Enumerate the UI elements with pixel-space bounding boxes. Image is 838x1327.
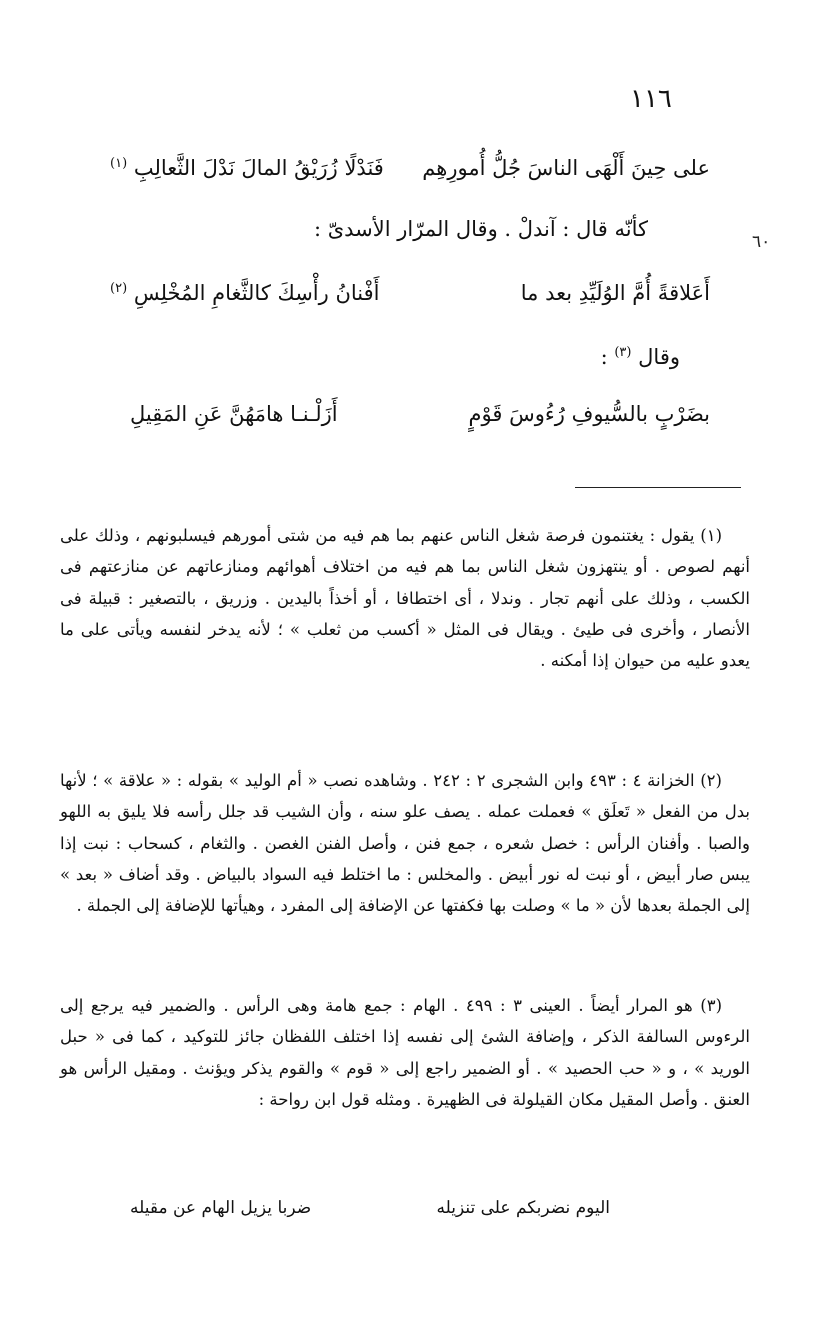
footnote-2 (60, 765, 750, 921)
footnote-ref-3: (٣) (614, 345, 632, 360)
verse-3-first-hemistich: بضَرْبٍ بالسُّيوفِ رُءُوسَ قَوْمٍ (468, 402, 710, 426)
footnote-ref-2: (٢) (110, 281, 128, 296)
verse-1-second-hemistich (110, 147, 384, 185)
verse-1 (110, 147, 710, 185)
verse-3 (130, 397, 710, 431)
footnote-2-text: (٢) الخزانة ٤ : ٤٩٣ وابن الشجرى ٢ : ٢٤٢ . وشاهده نصب « أم الوليد » بقوله : « علاقة » ؛ لأنها بدل من الفعل « تَعلَق » فعملت عمله . يصف علو سنه ، وأن الشيب قد جلل رأسه فلا يليق به اللهو والصبا . وأفنان الرأس : خصل شعره ، جمع فنن ، وأصل الفنن الغصن . والثغام ، كسحاب : نبت إذا يبس صار أبيض ، أو نبت له نور أبيض . والمخلس : ما اختلط فيه السواد بالبياض . وقد أضاف « بعد » إلى الجملة بعدها لأن « ما » وصلت بها فكفتها عن الإضافة إلى المفرد ، وهيأتها للإضافة إلى الجملة . (60, 771, 750, 916)
page-number: ١١٦ (630, 84, 672, 114)
verse-2-second-hemistich (110, 272, 379, 310)
footnote-3 (60, 990, 750, 1115)
quoted-verse (130, 1198, 610, 1218)
quoted-verse-first-hemistich: اليوم نضربكم على تنزيله (436, 1198, 610, 1218)
verse-3-second-hemistich: أَزَلْـنـا هامَهُنَّ عَنِ المَقِيلِ (130, 402, 338, 426)
verse-2-second-text: أَفْنانُ رأْسِكَ كالثَّغامِ المُخْلِسِ (133, 281, 380, 305)
prose-line-2 (601, 336, 680, 374)
footnote-ref-1: (١) (110, 156, 128, 171)
verse-1-second-text: فَنَدْلًا زُرَيْقُ المالَ نَدْلَ الثَّعالِبِ (133, 156, 384, 180)
verse-2 (110, 272, 710, 310)
verse-1-first-hemistich: على حِينَ أَلْهَى الناسَ جُلُّ أُمورِهِم (422, 156, 710, 180)
prose-line-2-colon: : (600, 345, 608, 369)
prose-line-2-text: وقال (638, 345, 680, 369)
footnote-3-text: (٣) هو المرار أيضاً . العينى ٣ : ٤٩٩ . الهام : جمع هامة وهى الرأس . والضمير فيه يرجع إلى الرءوس السالفة الذكر ، وإضافة الشئ إلى نفسه إذا اختلف اللفظان جائز للتوكيد ، كما فى « حبل الوريد » ، و « حب الحصيد » . أو الضمير راجع إلى « قوم » والقوم يذكر ويؤنث . ومقيل الرأس هو العنق . وأصل المقيل مكان القيلولة فى الظهيرة . ومثله قول ابن رواحة : (60, 996, 750, 1109)
verse-2-first-hemistich: أَعَلاقةً أُمَّ الوُلَيِّدِ بعد ما (520, 281, 710, 305)
prose-line-1: كأنّه قال : آندلْ . وقال المرّار الأسدىّ : (313, 217, 648, 241)
margin-line-number: ٦٠ (752, 232, 771, 252)
footnote-separator (575, 487, 741, 488)
footnote-1 (60, 520, 750, 676)
quoted-verse-second-hemistich: ضربا يزيل الهام عن مقيله (130, 1198, 312, 1218)
footnote-1-text: (١) يقول : يغتنمون فرصة شغل الناس عنهم بما هم فيه من شتى أمورهم فيسلبونهم ، وذلك على أنهم لصوص . أو ينتهزون شغل الناس بما هم فيه من اختلاف أهوائهم ومنازعاتهم عن منازعتهم فى الكسب ، وذلك على أنهم تجار . وندلا ، أى اختطافا ، أو أخذاً باليدين . وزريق ، بالتصغير : قبيلة فى الأنصار ، وأخرى فى طيئ . ويقال فى المثل « أكسب من ثعلب » ؛ لأنه يدخر لنفسه ويأتى على ما يعدو عليه من حيوان إذا أمكنه . (60, 526, 750, 671)
